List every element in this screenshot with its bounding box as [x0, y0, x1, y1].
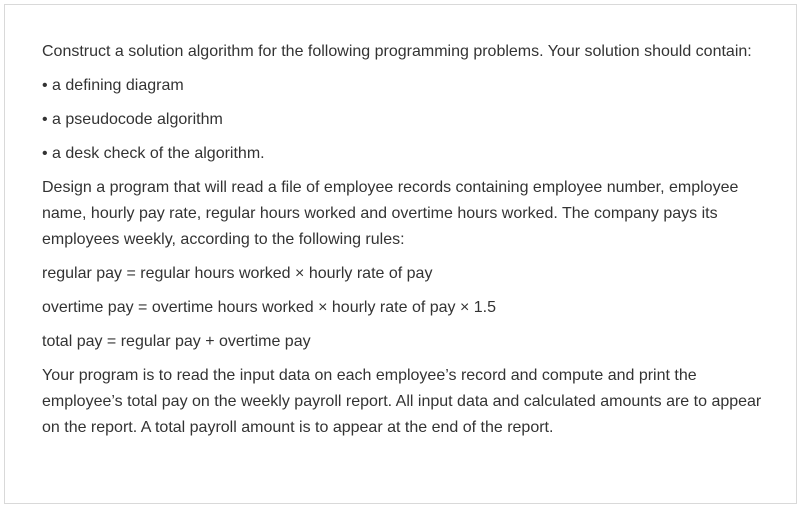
bullet-desk-check: • a desk check of the algorithm. — [42, 145, 265, 162]
formula-total-pay: total pay = regular pay + overtime pay — [42, 333, 311, 350]
intro-paragraph: Construct a solution algorithm for the following programming problems. Your solution should contain: — [42, 43, 752, 60]
design-paragraph: Design a program that will read a file of employee records containing employee number, employee name, hourly pay rate, regular hours worked and overtime hours worked. The company pays its employees weekly, according to the following rules: — [42, 179, 739, 248]
bullet-pseudocode-algorithm: • a pseudocode algorithm — [42, 111, 223, 128]
question-content — [42, 39, 762, 449]
question-card — [4, 4, 797, 504]
formula-regular-pay: regular pay = regular hours worked × hourly rate of pay — [42, 265, 433, 282]
bullet-defining-diagram: • a defining diagram — [42, 77, 184, 94]
formula-overtime-pay: overtime pay = overtime hours worked × hourly rate of pay × 1.5 — [42, 299, 497, 316]
closing-paragraph: Your program is to read the input data on each employee’s record and compute and print the employee’s total pay on the weekly payroll report. All input data and calculated amounts are to appear on the report. A total payroll amount is to appear at the end of the report. — [42, 367, 762, 436]
